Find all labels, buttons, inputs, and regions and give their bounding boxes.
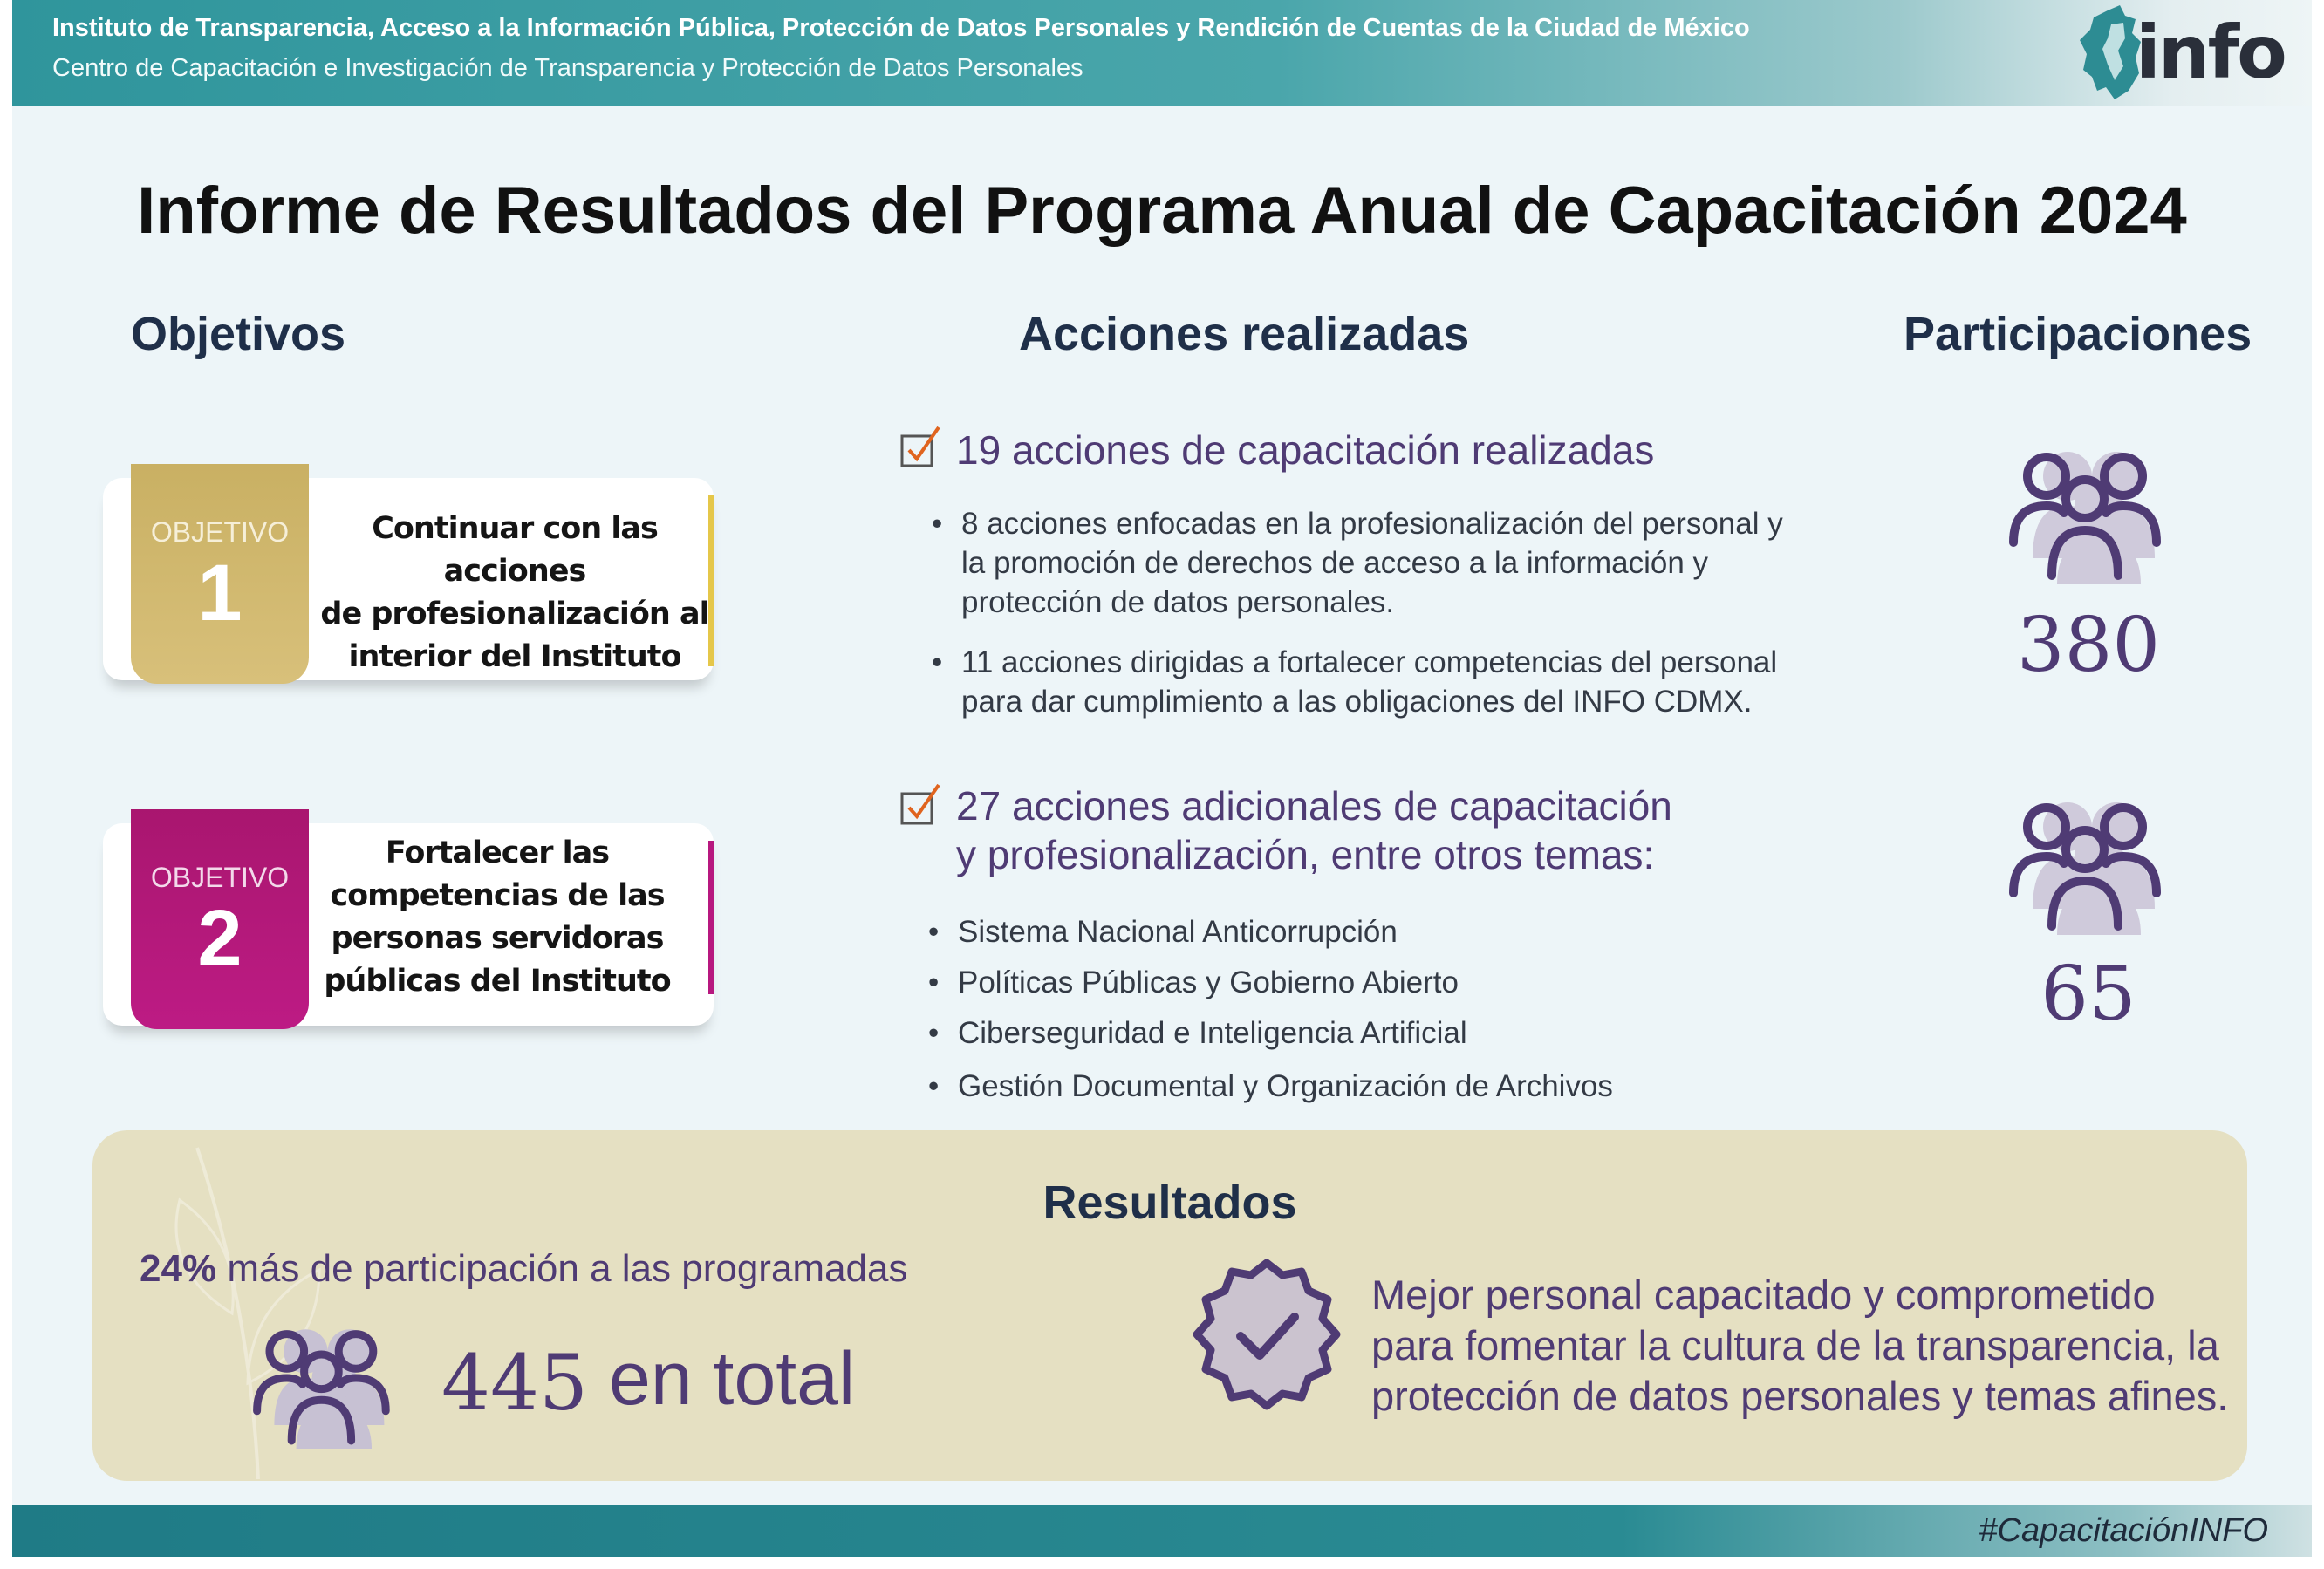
results-total-label: en total [609,1337,856,1421]
participations-heading: Participaciones [1904,308,2252,360]
objective-1-line: de profesionalización al [320,597,709,631]
header-band [12,0,2312,106]
list-item [961,504,1783,622]
results-statement [1371,1270,2228,1422]
participations-2-count: 65 [2040,951,2136,1038]
objective-1-line: Continuar con las acciones [372,511,658,589]
results-heading: Resultados [1042,1177,1297,1229]
list-item: • Ciberseguridad e Inteligencia Artificial [958,1013,1613,1053]
objective-1-ribbon [131,464,309,684]
certified-badge-check-icon [1188,1256,1345,1413]
actions-2-title-line: y profesionalización, entre otros temas: [956,832,1655,877]
institute-name: Instituto de Transparencia, Acceso a la Información Pública, Protección de Datos Personales y Rendición de Cuentas de la Ciudad de México [52,14,1750,42]
objective-2-text [305,832,689,1003]
bullet-line: • 8 acciones enfocadas en la profesionalización del personal y [961,507,1783,541]
objective-1-number: 1 [197,549,243,638]
checkbox-check-icon [900,426,942,469]
objective-2-number: 2 [197,894,243,983]
actions-1-title: 19 acciones de capacitación realizadas [956,427,1655,473]
objective-2-line: públicas del Instituto [324,964,671,999]
actions-2-title [956,781,1672,879]
actions-1-bullets [961,504,1783,721]
objective-2-line: personas servidoras [331,921,664,956]
list-item [961,643,1783,721]
objective-2-line: competencias de las [330,878,665,913]
actions-2-title-line: 27 acciones adicionales de capacitación [956,783,1672,829]
list-item: • Sistema Nacional Anticorrupción [958,912,1613,952]
people-group-icon [246,1320,403,1451]
objective-2-accent-bar [708,841,714,994]
people-group-icon [2001,445,2176,584]
page-title: Informe de Resultados del Programa Anual de Capacitación 2024 [137,174,2187,248]
bullet-line: para dar cumplimiento a las obligaciones del INFO CDMX. [961,685,1753,719]
objective-1-line: interior del Instituto [348,639,681,674]
objective-2-line: Fortalecer las [385,836,610,870]
checkbox-check-icon [900,783,942,827]
objectives-heading: Objetivos [131,308,346,360]
bullet-line: • 11 acciones dirigidas a fortalecer competencias del personal [961,645,1778,679]
results-statement-line: protección de datos personales y temas afines. [1371,1373,2229,1419]
infographic-page [12,0,2312,1557]
results-statement-line: para fomentar la cultura de la transparencia, la [1371,1322,2219,1368]
results-panel [92,1130,2247,1481]
list-item: • Políticas Públicas y Gobierno Abierto [958,963,1613,1002]
actions-2-bullets [958,912,1613,1106]
objective-1-text [314,508,715,679]
results-pct-text: más de participación a las programadas [227,1247,908,1290]
results-total-number: 445 [441,1338,588,1428]
actions-heading: Acciones realizadas [1019,308,1470,360]
info-logo: info [2136,10,2285,95]
results-pct-value: 24% [140,1247,217,1290]
objective-2-ribbon [131,809,309,1029]
people-group-icon [2001,795,2176,935]
footer-band [12,1505,2312,1557]
list-item: • Gestión Documental y Organización de Archivos [958,1067,1613,1106]
participations-1-count: 380 [2016,602,2161,689]
center-name: Centro de Capacitación e Investigación de Transparencia y Protección de Datos Personales [52,54,1083,82]
objective-1-label: OBJETIVO [150,516,290,548]
results-percentage [140,1247,908,1291]
bullet-line: protección de datos personales. [961,585,1395,619]
bullet-line: la promoción de derechos de acceso a la información y [961,546,1709,580]
objective-2-label: OBJETIVO [150,862,290,893]
results-statement-line: Mejor personal capacitado y comprometido [1371,1272,2156,1318]
hashtag: #CapacitaciónINFO [1979,1512,2268,1549]
